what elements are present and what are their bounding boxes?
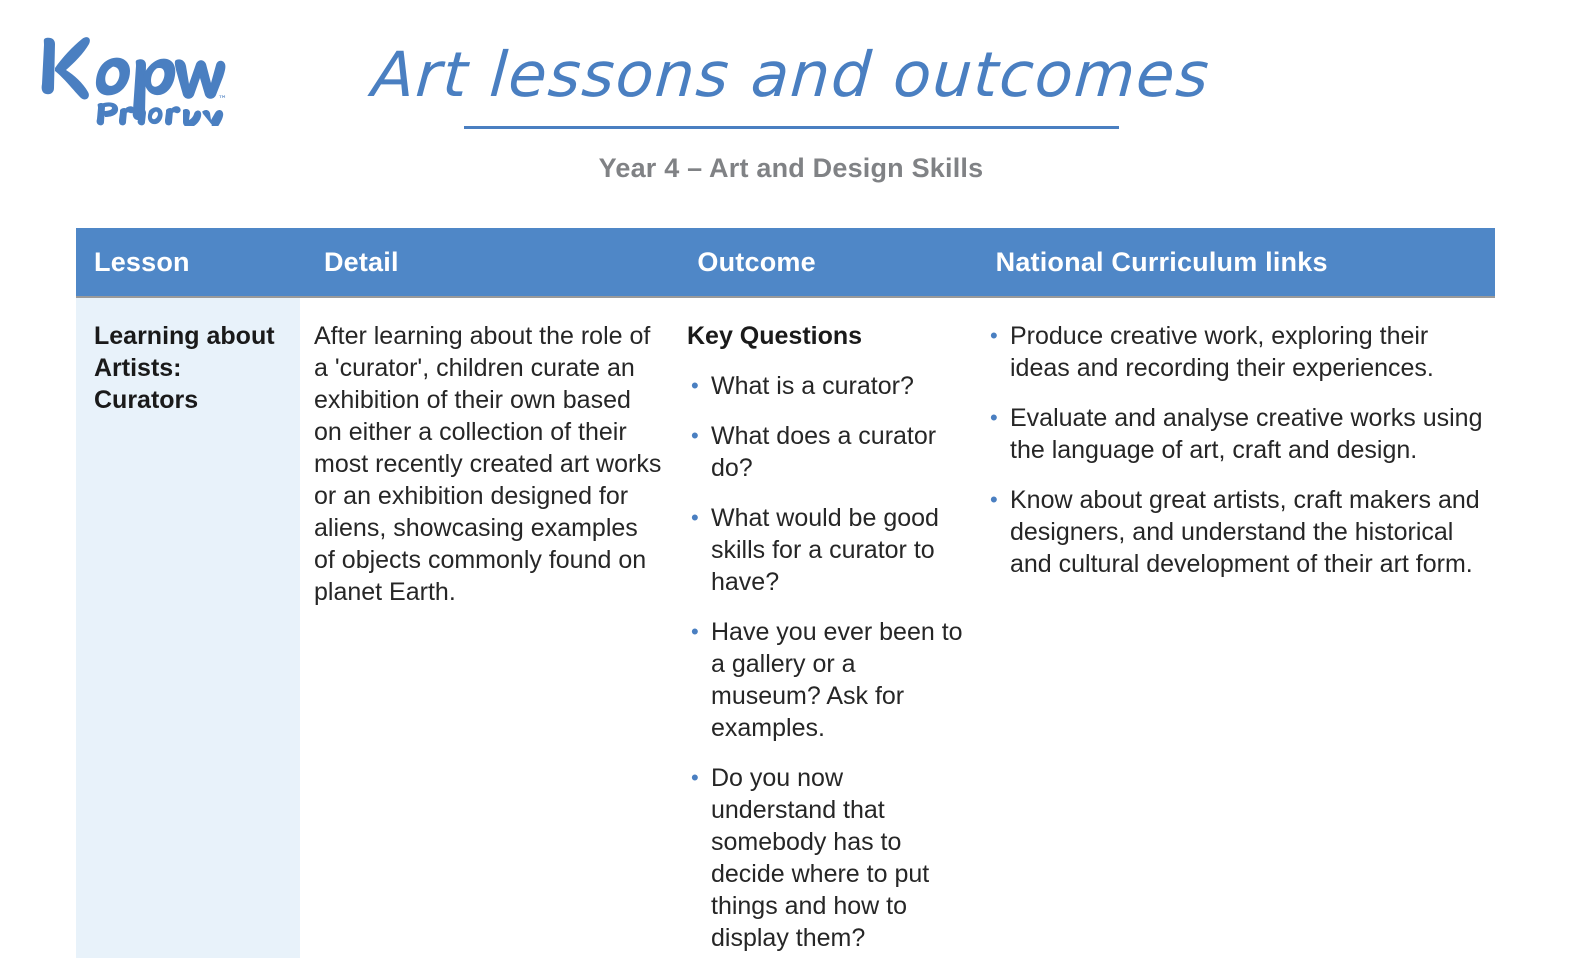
key-questions-list [687,370,967,954]
column-header-detail: Detail [323,246,399,277]
cell-lesson [76,298,300,958]
national-curriculum-item: • Produce creative work, exploring their ideas and recording their experiences. [986,320,1486,384]
column-header-outcome: Outcome [697,246,816,277]
detail-paragraph: After learning about the role of a 'curator', children curate an exhibition of their own based on either a collection of their most recently created art works or an exhibition designed for aliens, showcasing examples of objects commonly found on planet Earth. [314,322,662,606]
trademark-symbol: ™ [218,95,227,105]
column-header-lesson: Lesson [94,246,190,277]
table-header-row [76,228,1495,298]
title-block [0,36,1582,185]
page-title: Art lessons and outcomes [369,38,1213,111]
key-question-item: • Have you ever been to a gallery or a museum? Ask for examples. [687,616,967,744]
national-curriculum-item: • Evaluate and analyse creative works using the language of art, craft and design. [986,402,1486,466]
key-question-item: • Do you now understand that somebody has to decide where to put things and how to display them? [687,762,967,954]
key-question-item: • What is a curator? [687,370,967,402]
cell-national-curriculum-links [977,298,1495,958]
national-curriculum-list [986,320,1486,580]
column-header-national-curriculum-links: National Curriculum links [995,246,1328,277]
lesson-title: Learning about Artists: Curators [94,322,275,414]
document-header [0,0,1582,218]
key-question-item: • What does a curator do? [687,420,967,484]
table-row [76,298,1495,958]
national-curriculum-item: • Know about great artists, craft makers and designers, and understand the historical and cultural development of their art form. [986,484,1486,580]
lessons-table [76,228,1495,958]
cell-outcome [677,298,977,958]
cell-detail [300,298,677,958]
key-question-item: • What would be good skills for a curator to have? [687,502,967,598]
page-subtitle: Year 4 – Art and Design Skills [598,153,984,183]
outcome-heading: Key Questions [687,322,863,350]
title-underline-rule [464,126,1119,129]
